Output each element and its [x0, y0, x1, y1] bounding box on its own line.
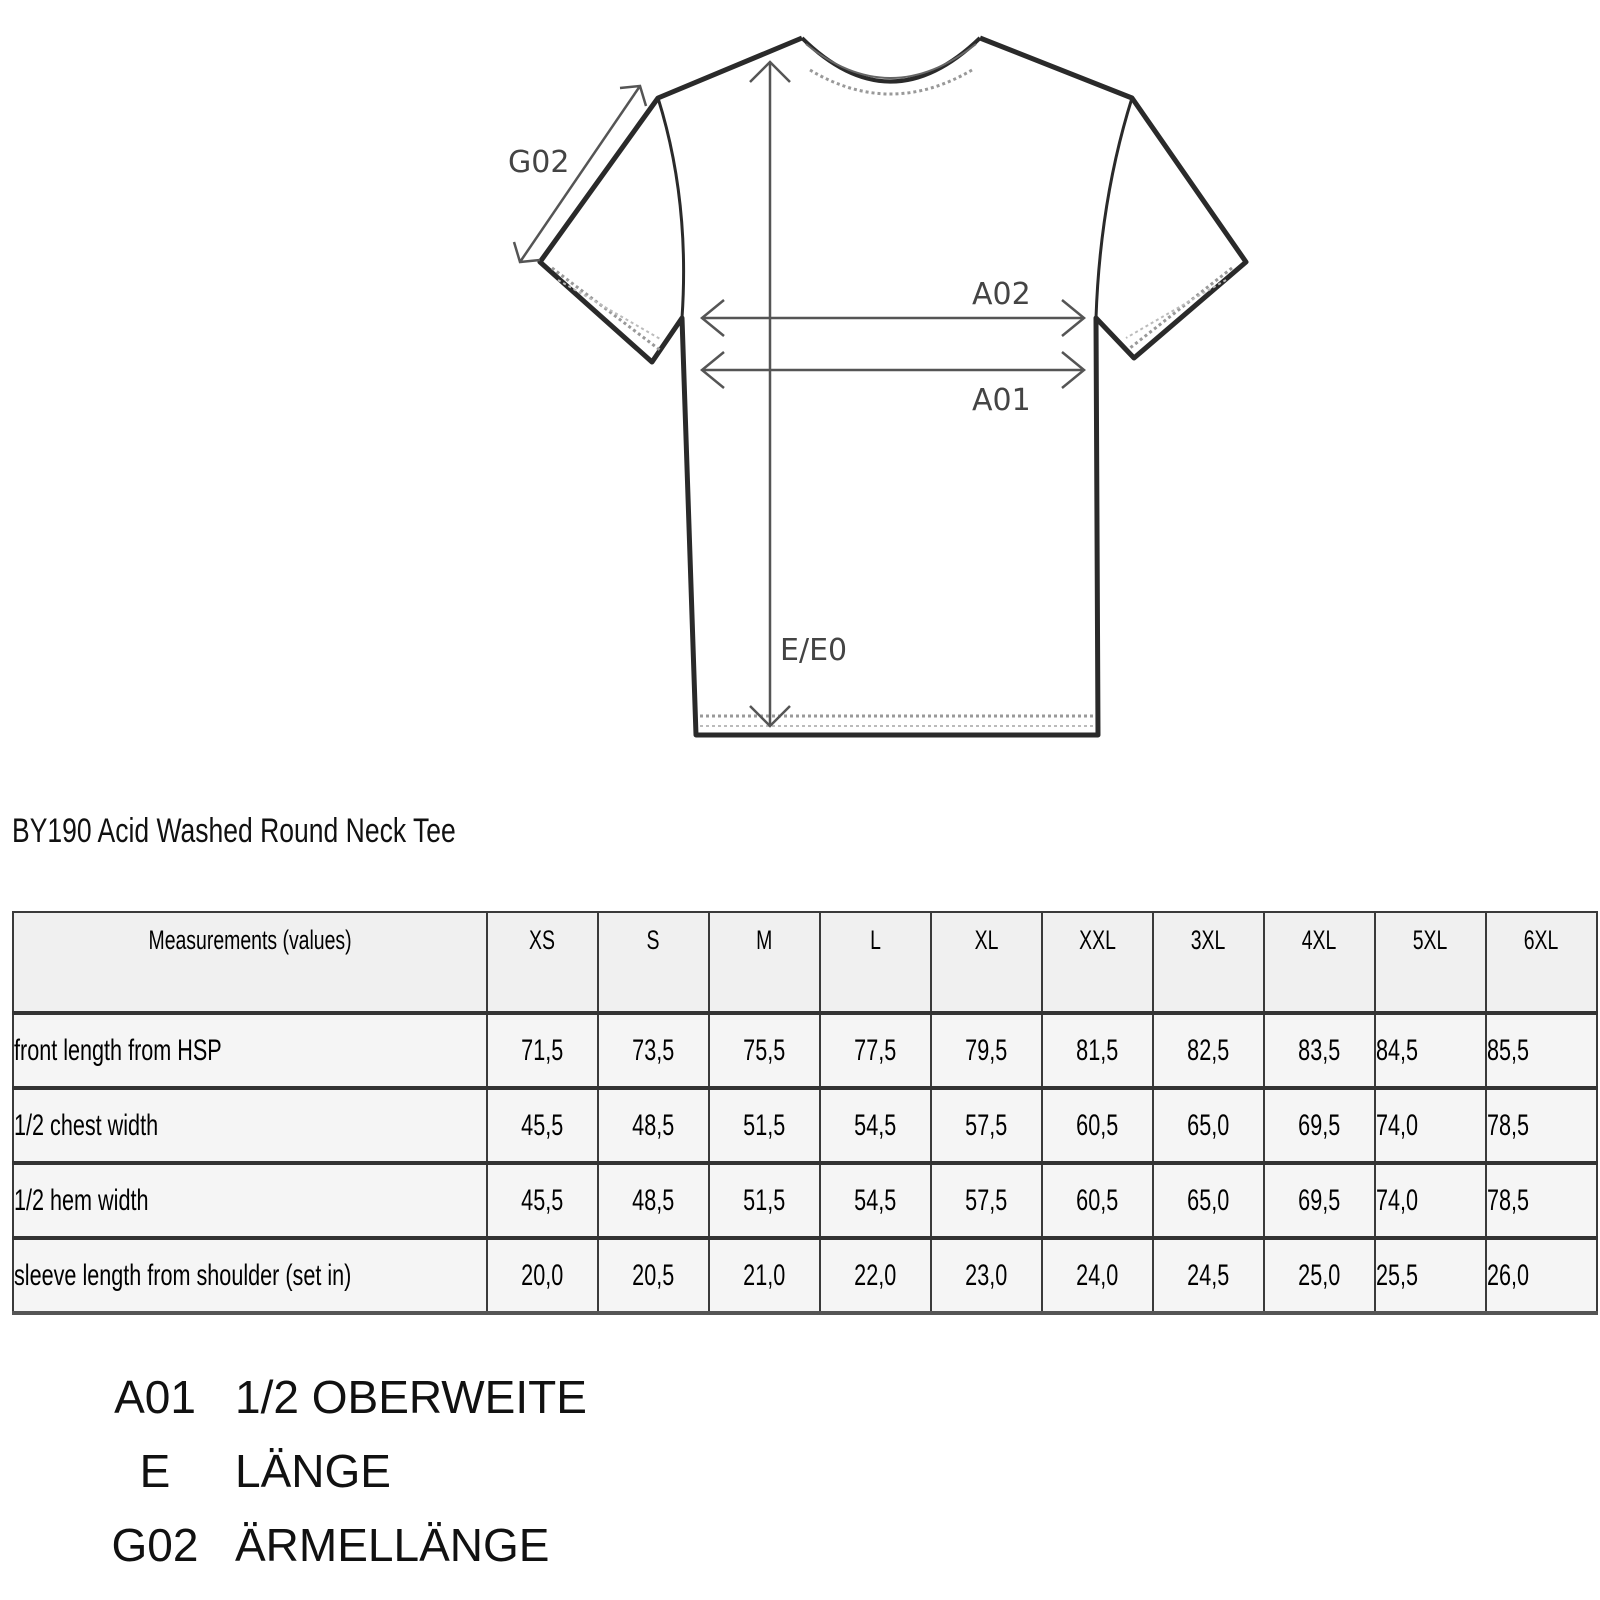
table-cell: 21,0 — [709, 1238, 820, 1313]
length-label: E/E0 — [780, 633, 848, 668]
table-row — [13, 1163, 1597, 1238]
table-cell: 45,5 — [487, 1088, 598, 1163]
table-cell: 20,0 — [487, 1238, 598, 1313]
legend-code: E — [139, 1445, 171, 1497]
left-sleeve-stitching — [552, 268, 660, 350]
table-row — [13, 1088, 1597, 1163]
length-arrow — [750, 62, 790, 726]
left-armhole-line — [658, 98, 684, 318]
size-header: 5XL — [1375, 912, 1486, 1013]
table-row — [13, 1238, 1597, 1313]
table-cell: 75,5 — [709, 1013, 820, 1088]
legend-item — [95, 1508, 587, 1582]
table-cell: 74,0 — [1375, 1163, 1486, 1238]
table-cell: 54,5 — [820, 1088, 931, 1163]
table-cell: 22,0 — [820, 1238, 931, 1313]
sleeve-label: G02 — [508, 145, 570, 180]
table-cell: 54,5 — [820, 1163, 931, 1238]
table-cell: 48,5 — [598, 1163, 709, 1238]
table-cell: 23,0 — [931, 1238, 1042, 1313]
right-sleeve-stitching-2 — [1126, 280, 1226, 338]
tshirt-diagram — [0, 0, 1600, 760]
table-cell: 71,5 — [487, 1013, 598, 1088]
table-cell: 60,5 — [1042, 1163, 1153, 1238]
legend-item — [95, 1434, 587, 1508]
neckline-inner — [806, 44, 976, 78]
size-header: 3XL — [1153, 912, 1264, 1013]
size-header: XL — [931, 912, 1042, 1013]
table-cell: 24,5 — [1153, 1238, 1264, 1313]
table-cell: 57,5 — [931, 1088, 1042, 1163]
legend-text: ÄRMELLÄNGE — [235, 1519, 550, 1571]
table-cell: 25,5 — [1375, 1238, 1486, 1313]
table-cell: 78,5 — [1486, 1088, 1597, 1163]
size-header: 6XL — [1486, 912, 1597, 1013]
size-header: XXL — [1042, 912, 1153, 1013]
table-cell: 85,5 — [1486, 1013, 1597, 1088]
header-measurements: Measurements (values) — [13, 912, 487, 1013]
table-cell: 79,5 — [931, 1013, 1042, 1088]
table-cell: 83,5 — [1264, 1013, 1375, 1088]
table-header-row — [13, 912, 1597, 1013]
table-cell: 69,5 — [1264, 1088, 1375, 1163]
table-cell: 74,0 — [1375, 1088, 1486, 1163]
table-row — [13, 1013, 1597, 1088]
hem-label: A02 — [972, 277, 1031, 312]
product-title: BY190 Acid Washed Round Neck Tee — [12, 812, 456, 850]
table-cell: 73,5 — [598, 1013, 709, 1088]
chest-label: A01 — [972, 383, 1031, 418]
size-header: XS — [487, 912, 598, 1013]
table-cell: 65,0 — [1153, 1163, 1264, 1238]
row-label: 1/2 chest width — [13, 1088, 487, 1163]
row-label: sleeve length from shoulder (set in) — [13, 1238, 487, 1313]
size-chart-table — [12, 911, 1598, 1315]
table-cell: 77,5 — [820, 1013, 931, 1088]
right-armhole-line — [1096, 98, 1132, 318]
table-cell: 60,5 — [1042, 1088, 1153, 1163]
table-cell: 51,5 — [709, 1088, 820, 1163]
measurement-legend — [95, 1360, 587, 1582]
table-cell: 78,5 — [1486, 1163, 1597, 1238]
size-header: 4XL — [1264, 912, 1375, 1013]
size-header: M — [709, 912, 820, 1013]
table-cell: 51,5 — [709, 1163, 820, 1238]
table-cell: 84,5 — [1375, 1013, 1486, 1088]
table-cell: 81,5 — [1042, 1013, 1153, 1088]
legend-text: LÄNGE — [235, 1445, 391, 1497]
legend-code: A01 — [114, 1371, 196, 1423]
right-sleeve-stitching — [1130, 268, 1232, 348]
row-label: 1/2 hem width — [13, 1163, 487, 1238]
row-label: front length from HSP — [13, 1013, 487, 1088]
tshirt-outline — [540, 38, 1246, 735]
table-cell: 65,0 — [1153, 1088, 1264, 1163]
table-cell: 45,5 — [487, 1163, 598, 1238]
table-cell: 25,0 — [1264, 1238, 1375, 1313]
size-header: S — [598, 912, 709, 1013]
legend-text: 1/2 OBERWEITE — [235, 1371, 587, 1423]
table-cell: 48,5 — [598, 1088, 709, 1163]
table-cell: 57,5 — [931, 1163, 1042, 1238]
legend-code: G02 — [111, 1519, 199, 1571]
table-cell: 82,5 — [1153, 1013, 1264, 1088]
legend-item — [95, 1360, 587, 1434]
left-sleeve-stitching-2 — [558, 280, 662, 340]
size-header: L — [820, 912, 931, 1013]
table-cell: 26,0 — [1486, 1238, 1597, 1313]
table-cell: 24,0 — [1042, 1238, 1153, 1313]
table-cell: 20,5 — [598, 1238, 709, 1313]
table-cell: 69,5 — [1264, 1163, 1375, 1238]
